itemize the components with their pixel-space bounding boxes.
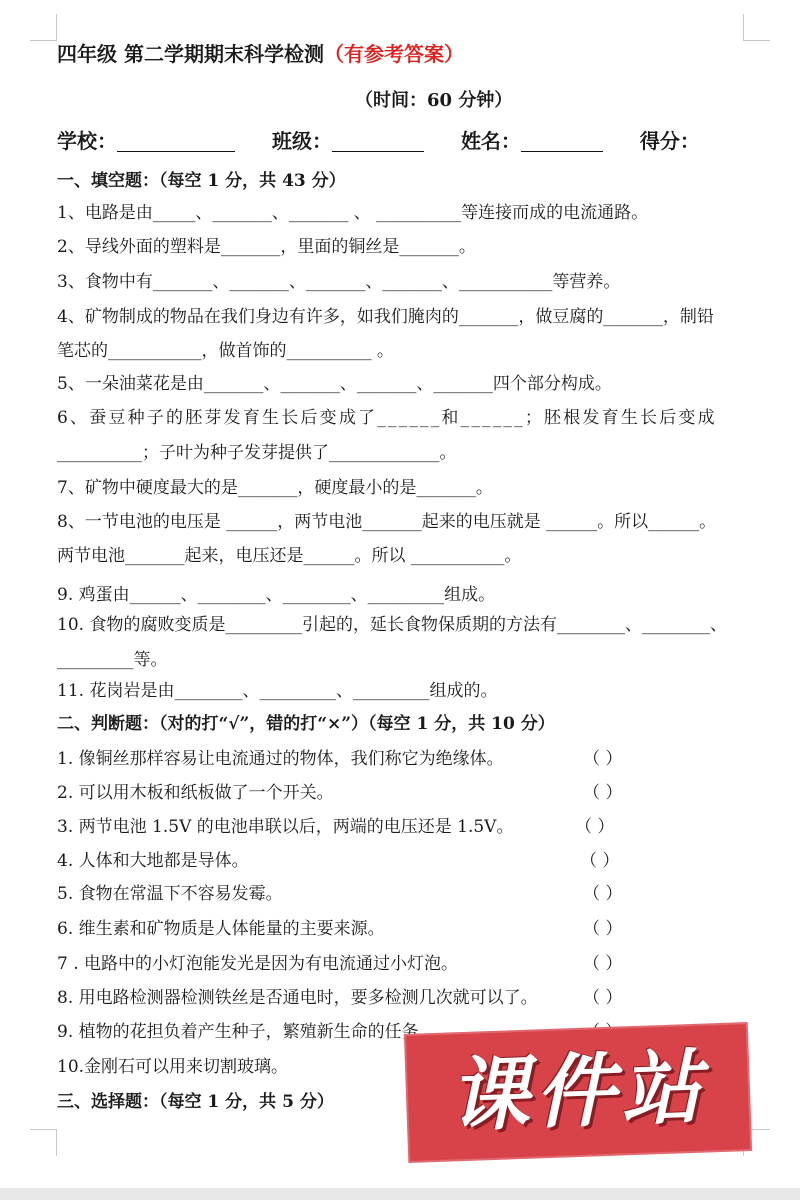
fill-question-continued: 两节电池_______起来，电压还是______。所以 ___________。 — [57, 546, 522, 566]
fill-question: 4、矿物制成的物品在我们身边有许多，如我们腌肉的_______，做豆腐的_______，制铅 — [57, 307, 714, 327]
fill-question: 8、一节电池的电压是 ______，两节电池_______起来的电压就是 ______。所以______。 — [57, 512, 717, 532]
fill-question-continued: _________等。 — [57, 650, 168, 670]
fill-question-continued: __________；子叶为种子发芽提供了_____________。 — [57, 443, 457, 463]
fill-question: 10. 食物的腐败变质是_________引起的，延长食物保质期的方法有________、________、 — [57, 615, 727, 635]
answer-bracket[interactable]: （ ） — [583, 919, 623, 939]
section3-heading: 三、选择题：（每空 1 分，共 5 分） — [57, 1092, 334, 1112]
judge-question: 3. 两节电池 1.5V 的电池串联以后，两端的电压还是 1.5V。 — [57, 817, 514, 837]
exam-time: （时间：60 分钟） — [355, 90, 513, 111]
section1-heading: 一、填空题：（每空 1 分，共 43 分） — [57, 171, 346, 191]
score-label: 得分： — [639, 129, 700, 153]
answer-bracket[interactable]: （ ） — [583, 884, 623, 904]
bottom-scroll-bar — [0, 1188, 800, 1200]
judge-question: 9. 植物的花担负着产生种子，繁殖新生命的任务。 — [57, 1022, 436, 1042]
fill-question: 2、导线外面的塑料是_______，里面的铜丝是_______。 — [57, 237, 476, 257]
fill-question: 7、矿物中硬度最大的是_______，硬度最小的是_______。 — [57, 478, 493, 498]
fill-question-continued: 笔芯的___________，做首饰的__________ 。 — [57, 341, 394, 361]
class-field[interactable] — [332, 131, 424, 152]
judge-question: 7 . 电路中的小灯泡能发光是因为有电流通过小灯泡。 — [57, 954, 459, 974]
name-field[interactable] — [521, 131, 603, 152]
judge-question: 10.金刚石可以用来切割玻璃。 — [57, 1057, 289, 1077]
answer-bracket[interactable]: （ ） — [580, 851, 620, 871]
watermark-stamp — [406, 1024, 750, 1161]
student-info-row — [57, 130, 700, 152]
judge-question: 8. 用电路检测器检测铁丝是否通电时，要多检测几次就可以了。 — [57, 988, 538, 1008]
title-main: 四年级 第二学期期末科学检测 — [57, 42, 324, 66]
watermark-text: 课件站 — [447, 1040, 709, 1143]
fill-question: 6、蚕豆种子的胚芽发育生长后变成了______和______；胚根发育生长后变成 — [57, 408, 717, 428]
answer-bracket[interactable]: （ ） — [583, 954, 623, 974]
answer-bracket[interactable]: （ ） — [583, 988, 623, 1008]
school-label: 学校： — [57, 129, 117, 153]
school-field[interactable] — [117, 131, 235, 152]
judge-question: 1. 像铜丝那样容易让电流通过的物体，我们称它为绝缘体。 — [57, 749, 504, 769]
name-label: 姓名： — [460, 129, 521, 153]
section2-heading: 二、判断题：（对的打“√”，错的打“×”）（每空 1 分，共 10 分） — [57, 714, 555, 734]
fill-question: 9. 鸡蛋由______、________、________、_________组成。 — [57, 585, 496, 605]
class-label: 班级： — [271, 129, 332, 153]
answer-bracket[interactable]: （ ） — [575, 817, 615, 837]
judge-question: 4. 人体和大地都是导体。 — [57, 851, 249, 871]
judge-question: 5. 食物在常温下不容易发霉。 — [57, 884, 283, 904]
fill-question: 5、一朵油菜花是由_______、_______、_______、_______四个部分构成。 — [57, 374, 612, 394]
page-corner-mark — [30, 1129, 57, 1156]
fill-question: 1、电路是由_____、_______、_______ 、 __________等连接而成的电流通路。 — [57, 203, 649, 223]
answer-bracket[interactable]: （ ） — [583, 783, 623, 803]
fill-question: 11. 花岗岩是由________、_________、_________组成的。 — [57, 681, 498, 701]
page-corner-mark — [743, 14, 770, 41]
answer-bracket[interactable]: （ ） — [583, 749, 623, 769]
page-title — [57, 43, 464, 65]
title-answer-note: （有参考答案） — [323, 42, 464, 66]
judge-question: 2. 可以用木板和纸板做了一个开关。 — [57, 783, 334, 803]
fill-question: 3、食物中有_______、_______、_______、_______、___________等营养。 — [57, 272, 621, 292]
page-corner-mark — [30, 14, 57, 41]
judge-question: 6. 维生素和矿物质是人体能量的主要来源。 — [57, 919, 385, 939]
